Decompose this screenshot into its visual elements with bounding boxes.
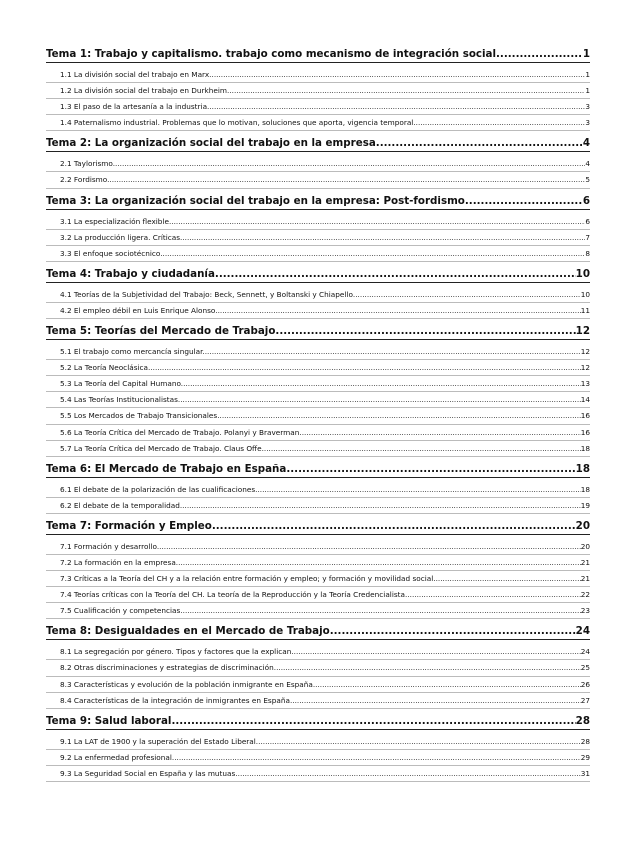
toc-page-number: 4 bbox=[582, 137, 590, 150]
dot-leader bbox=[275, 323, 575, 339]
toc-page-number: 5 bbox=[585, 175, 590, 185]
toc-page-number: 25 bbox=[580, 663, 590, 673]
toc-subsection-entry[interactable] bbox=[46, 344, 590, 360]
toc-subsection-title: 8.2 Otras discriminaciones y estrategias de discriminación. bbox=[60, 663, 277, 673]
dot-leader bbox=[207, 99, 585, 114]
dot-leader bbox=[171, 214, 585, 229]
toc-page-number: 13 bbox=[580, 379, 590, 389]
dot-leader bbox=[315, 677, 581, 692]
toc-page-number: 6 bbox=[585, 216, 590, 226]
toc-page-number: 21 bbox=[580, 574, 590, 584]
dot-leader bbox=[436, 571, 581, 586]
toc-page-number: 29 bbox=[580, 752, 590, 762]
toc-topic-title: Tema 9: Salud laboral bbox=[46, 714, 172, 727]
toc-page-number: 20 bbox=[580, 541, 590, 551]
toc-subsection-entry[interactable] bbox=[46, 360, 590, 376]
toc-subsection-title: 1.1 La división social del trabajo en Marx. bbox=[60, 70, 212, 79]
toc-page-number: 10 bbox=[580, 289, 590, 299]
toc-subsection-entry[interactable] bbox=[46, 99, 590, 115]
toc-page-number: 12 bbox=[575, 325, 590, 338]
toc-subsection-entry[interactable] bbox=[46, 603, 590, 619]
dot-leader bbox=[276, 660, 581, 675]
toc-topic-entry[interactable] bbox=[46, 323, 590, 340]
toc-subsection-title: 7.4 Teorías críticas con la Teoría del CH. La teoría de la Reproducción y la Teoría Credencialista. bbox=[60, 590, 408, 600]
toc-topic-title: Tema 5: Teorías del Mercado de Trabajo bbox=[46, 325, 276, 338]
toc-page-number: 6 bbox=[582, 194, 590, 207]
dot-leader bbox=[109, 172, 585, 187]
toc-page-number: 31 bbox=[580, 768, 590, 778]
toc-page-number: 24 bbox=[575, 625, 590, 638]
toc-subsection-title: 8.4 Características de la integración de inmigrantes en España bbox=[60, 695, 290, 705]
toc-topic-entry[interactable] bbox=[46, 518, 590, 535]
toc-topic-entry[interactable] bbox=[46, 46, 590, 63]
dot-leader bbox=[174, 750, 580, 765]
toc-subsection-entry[interactable] bbox=[46, 392, 590, 408]
toc-page-number: 8 bbox=[585, 248, 590, 258]
dot-leader bbox=[183, 376, 581, 391]
dot-leader bbox=[299, 425, 580, 440]
toc-subsection-title: 5.6 La Teoría Crítica del Mercado de Trabajo. Polanyi y Braverman bbox=[60, 427, 300, 437]
toc-subsection-entry[interactable] bbox=[46, 172, 590, 188]
dot-leader bbox=[262, 441, 581, 456]
dot-leader bbox=[212, 518, 576, 534]
toc-subsection-entry[interactable] bbox=[46, 750, 590, 766]
toc-subsection-entry[interactable] bbox=[46, 555, 590, 571]
table-of-contents bbox=[46, 42, 590, 782]
dot-leader bbox=[183, 603, 581, 618]
toc-topic-title: Tema 7: Formación y Empleo bbox=[46, 519, 212, 532]
dot-leader bbox=[416, 115, 586, 130]
toc-page-number: 12 bbox=[580, 363, 590, 373]
toc-subsection-title: 2.2 Fordismo. bbox=[60, 175, 110, 185]
toc-subsection-entry[interactable] bbox=[46, 246, 590, 262]
toc-topic-entry[interactable] bbox=[46, 266, 590, 283]
toc-page-number: 7 bbox=[585, 232, 590, 242]
toc-topic-title: Tema 6: El Mercado de Trabajo en España bbox=[46, 462, 287, 475]
toc-subsection-entry[interactable] bbox=[46, 156, 590, 172]
toc-topic-entry[interactable] bbox=[46, 193, 590, 210]
toc-page-number: 14 bbox=[580, 395, 590, 405]
toc-page-number: 18 bbox=[580, 484, 590, 494]
toc-subsection-title: 6.2 El debate de la temporalidad bbox=[60, 500, 180, 510]
toc-page-number: 16 bbox=[580, 427, 590, 437]
dot-leader bbox=[376, 135, 583, 151]
toc-subsection-entry[interactable] bbox=[46, 644, 590, 660]
toc-subsection-entry[interactable] bbox=[46, 408, 590, 424]
toc-subsection-entry[interactable] bbox=[46, 230, 590, 246]
toc-subsection-entry[interactable] bbox=[46, 539, 590, 555]
toc-subsection-title: 5.5 Los Mercados de Trabajo Transicionales. bbox=[60, 411, 220, 421]
toc-page-number: 20 bbox=[575, 519, 590, 532]
toc-subsection-title: 3.3 El enfoque sociotécnico. bbox=[60, 248, 163, 258]
toc-subsection-entry[interactable] bbox=[46, 376, 590, 392]
dot-leader bbox=[469, 193, 583, 209]
dot-leader bbox=[496, 46, 583, 62]
dot-leader bbox=[159, 539, 581, 554]
toc-page-number: 18 bbox=[580, 443, 590, 453]
toc-subsection-title: 1.4 Paternalismo industrial. Problemas que lo motivan, soluciones que aporta, vigencia temporal. bbox=[60, 118, 416, 128]
dot-leader bbox=[407, 587, 580, 602]
dot-leader bbox=[353, 287, 581, 302]
toc-page-number: 23 bbox=[580, 606, 590, 616]
toc-subsection-title: 7.2 La formación en la empresa. bbox=[60, 557, 179, 567]
dot-leader bbox=[215, 266, 576, 282]
toc-subsection-entry[interactable] bbox=[46, 571, 590, 587]
toc-page-number: 28 bbox=[575, 714, 590, 727]
dot-leader bbox=[286, 461, 575, 477]
dot-leader bbox=[229, 83, 585, 98]
dot-leader bbox=[180, 230, 585, 245]
toc-subsection-title: 7.1 Formación y desarrollo. bbox=[60, 541, 160, 551]
toc-topic-title: Tema 2: La organización social del trabajo en la empresa bbox=[46, 137, 376, 150]
toc-subsection-entry[interactable] bbox=[46, 441, 590, 457]
dot-leader bbox=[238, 766, 581, 781]
toc-subsection-entry[interactable] bbox=[46, 734, 590, 750]
toc-subsection-title: 9.2 La enfermedad profesional. bbox=[60, 752, 175, 762]
toc-subsection-title: 1.3 El paso de la artesanía a la industria bbox=[60, 102, 208, 112]
toc-subsection-title: 3.2 La producción ligera. Críticas bbox=[60, 232, 181, 242]
toc-subsection-title: 3.1 La especialización flexible. bbox=[60, 216, 172, 226]
toc-page-number: 10 bbox=[575, 267, 590, 280]
toc-subsection-title: 1.2 La división social del trabajo en Durkheim. bbox=[60, 86, 230, 96]
dot-leader bbox=[258, 734, 581, 749]
toc-subsection-title: 2.1 Taylorismo. bbox=[60, 159, 116, 169]
toc-subsection-title: 5.3 La Teoría del Capital Humano. bbox=[60, 379, 184, 389]
toc-subsection-title: 5.2 La Teoría Neoclásica. bbox=[60, 363, 151, 373]
toc-page-number: 18 bbox=[575, 462, 590, 475]
toc-subsection-title: 7.5 Cualificación y competencias. bbox=[60, 606, 183, 616]
toc-subsection-title: 7.3 Críticas a la Teoría del CH y a la relación entre formación y empleo; y formación y movilidad social. bbox=[60, 574, 436, 584]
toc-subsection-entry[interactable] bbox=[46, 482, 590, 498]
dot-leader bbox=[290, 693, 581, 708]
toc-page-number: 19 bbox=[580, 500, 590, 510]
toc-subsection-entry[interactable] bbox=[46, 287, 590, 303]
toc-page-number: 3 bbox=[585, 118, 590, 128]
toc-subsection-entry[interactable] bbox=[46, 766, 590, 782]
dot-leader bbox=[150, 360, 580, 375]
dot-leader bbox=[257, 482, 580, 497]
toc-topic-entry[interactable] bbox=[46, 623, 590, 640]
dot-leader bbox=[163, 246, 586, 261]
toc-subsection-entry[interactable] bbox=[46, 67, 590, 83]
dot-leader bbox=[220, 408, 581, 423]
toc-subsection-entry[interactable] bbox=[46, 587, 590, 603]
toc-page-number: 21 bbox=[580, 557, 590, 567]
toc-topic-title: Tema 4: Trabajo y ciudadanía bbox=[46, 267, 215, 280]
toc-topic-entry[interactable] bbox=[46, 713, 590, 730]
dot-leader bbox=[330, 623, 576, 639]
toc-subsection-entry[interactable] bbox=[46, 214, 590, 230]
toc-topic-title: Tema 8: Desigualdades en el Mercado de Trabajo bbox=[46, 625, 330, 638]
toc-subsection-title: 5.1 El trabajo como mercancía singular. bbox=[60, 347, 205, 357]
toc-subsection-entry[interactable] bbox=[46, 693, 590, 709]
toc-page-number: 4 bbox=[585, 159, 590, 169]
toc-subsection-title: 6.1 El debate de la polarización de las cualificaciones. bbox=[60, 484, 258, 494]
toc-subsection-entry[interactable] bbox=[46, 498, 590, 514]
toc-subsection-entry[interactable] bbox=[46, 660, 590, 676]
toc-page-number: 28 bbox=[580, 736, 590, 746]
dot-leader bbox=[218, 303, 581, 318]
toc-topic-entry[interactable] bbox=[46, 135, 590, 152]
dot-leader bbox=[294, 644, 581, 659]
toc-page-number: 27 bbox=[580, 695, 590, 705]
toc-page-number: 1 bbox=[585, 70, 590, 79]
toc-topic-title: Tema 3: La organización social del trabajo en la empresa: Post-fordismo. bbox=[46, 194, 469, 207]
toc-subsection-title: 9.1 La LAT de 1900 y la superación del Estado Liberal. bbox=[60, 736, 259, 746]
toc-subsection-title: 4.1 Teorías de la Subjetividad del Trabajo: Beck, Sennett, y Boltanski y Chiapello bbox=[60, 289, 353, 299]
toc-page-number: 26 bbox=[580, 679, 590, 689]
toc-page-number: 22 bbox=[580, 590, 590, 600]
dot-leader bbox=[171, 713, 575, 729]
toc-page-number: 3 bbox=[585, 102, 590, 112]
dot-leader bbox=[180, 392, 580, 407]
toc-page-number: 12 bbox=[580, 347, 590, 357]
toc-subsection-entry[interactable] bbox=[46, 115, 590, 131]
toc-subsection-entry[interactable] bbox=[46, 83, 590, 99]
dot-leader bbox=[205, 344, 581, 359]
dot-leader bbox=[180, 498, 581, 513]
toc-page-number: 1 bbox=[582, 48, 590, 60]
toc-topic-title: Tema 1: Trabajo y capitalismo. trabajo como mecanismo de integración social bbox=[46, 48, 497, 60]
toc-subsection-entry[interactable] bbox=[46, 303, 590, 319]
toc-subsection-title: 8.1 La segregación por género. Tipos y factores que la explican. bbox=[60, 647, 294, 657]
toc-subsection-title: 4.2 El empleo débil en Luis Enrique Alonso. bbox=[60, 305, 218, 315]
dot-leader bbox=[115, 156, 585, 171]
toc-page-number: 11 bbox=[580, 305, 590, 315]
toc-subsection-entry[interactable] bbox=[46, 677, 590, 693]
toc-subsection-entry[interactable] bbox=[46, 425, 590, 441]
toc-topic-entry[interactable] bbox=[46, 461, 590, 478]
dot-leader bbox=[212, 67, 586, 82]
toc-subsection-title: 9.3 La Seguridad Social en España y las mutuas. bbox=[60, 768, 238, 778]
toc-subsection-title: 5.4 Las Teorías Institucionalistas. bbox=[60, 395, 181, 405]
toc-page-number: 1 bbox=[585, 86, 590, 96]
toc-subsection-title: 8.3 Características y evolución de la población inmigrante en España. bbox=[60, 679, 316, 689]
toc-page-number: 24 bbox=[580, 647, 590, 657]
toc-subsection-title: 5.7 La Teoría Crítica del Mercado de Trabajo. Claus Offe bbox=[60, 443, 262, 453]
dot-leader bbox=[178, 555, 581, 570]
toc-page-number: 16 bbox=[580, 411, 590, 421]
